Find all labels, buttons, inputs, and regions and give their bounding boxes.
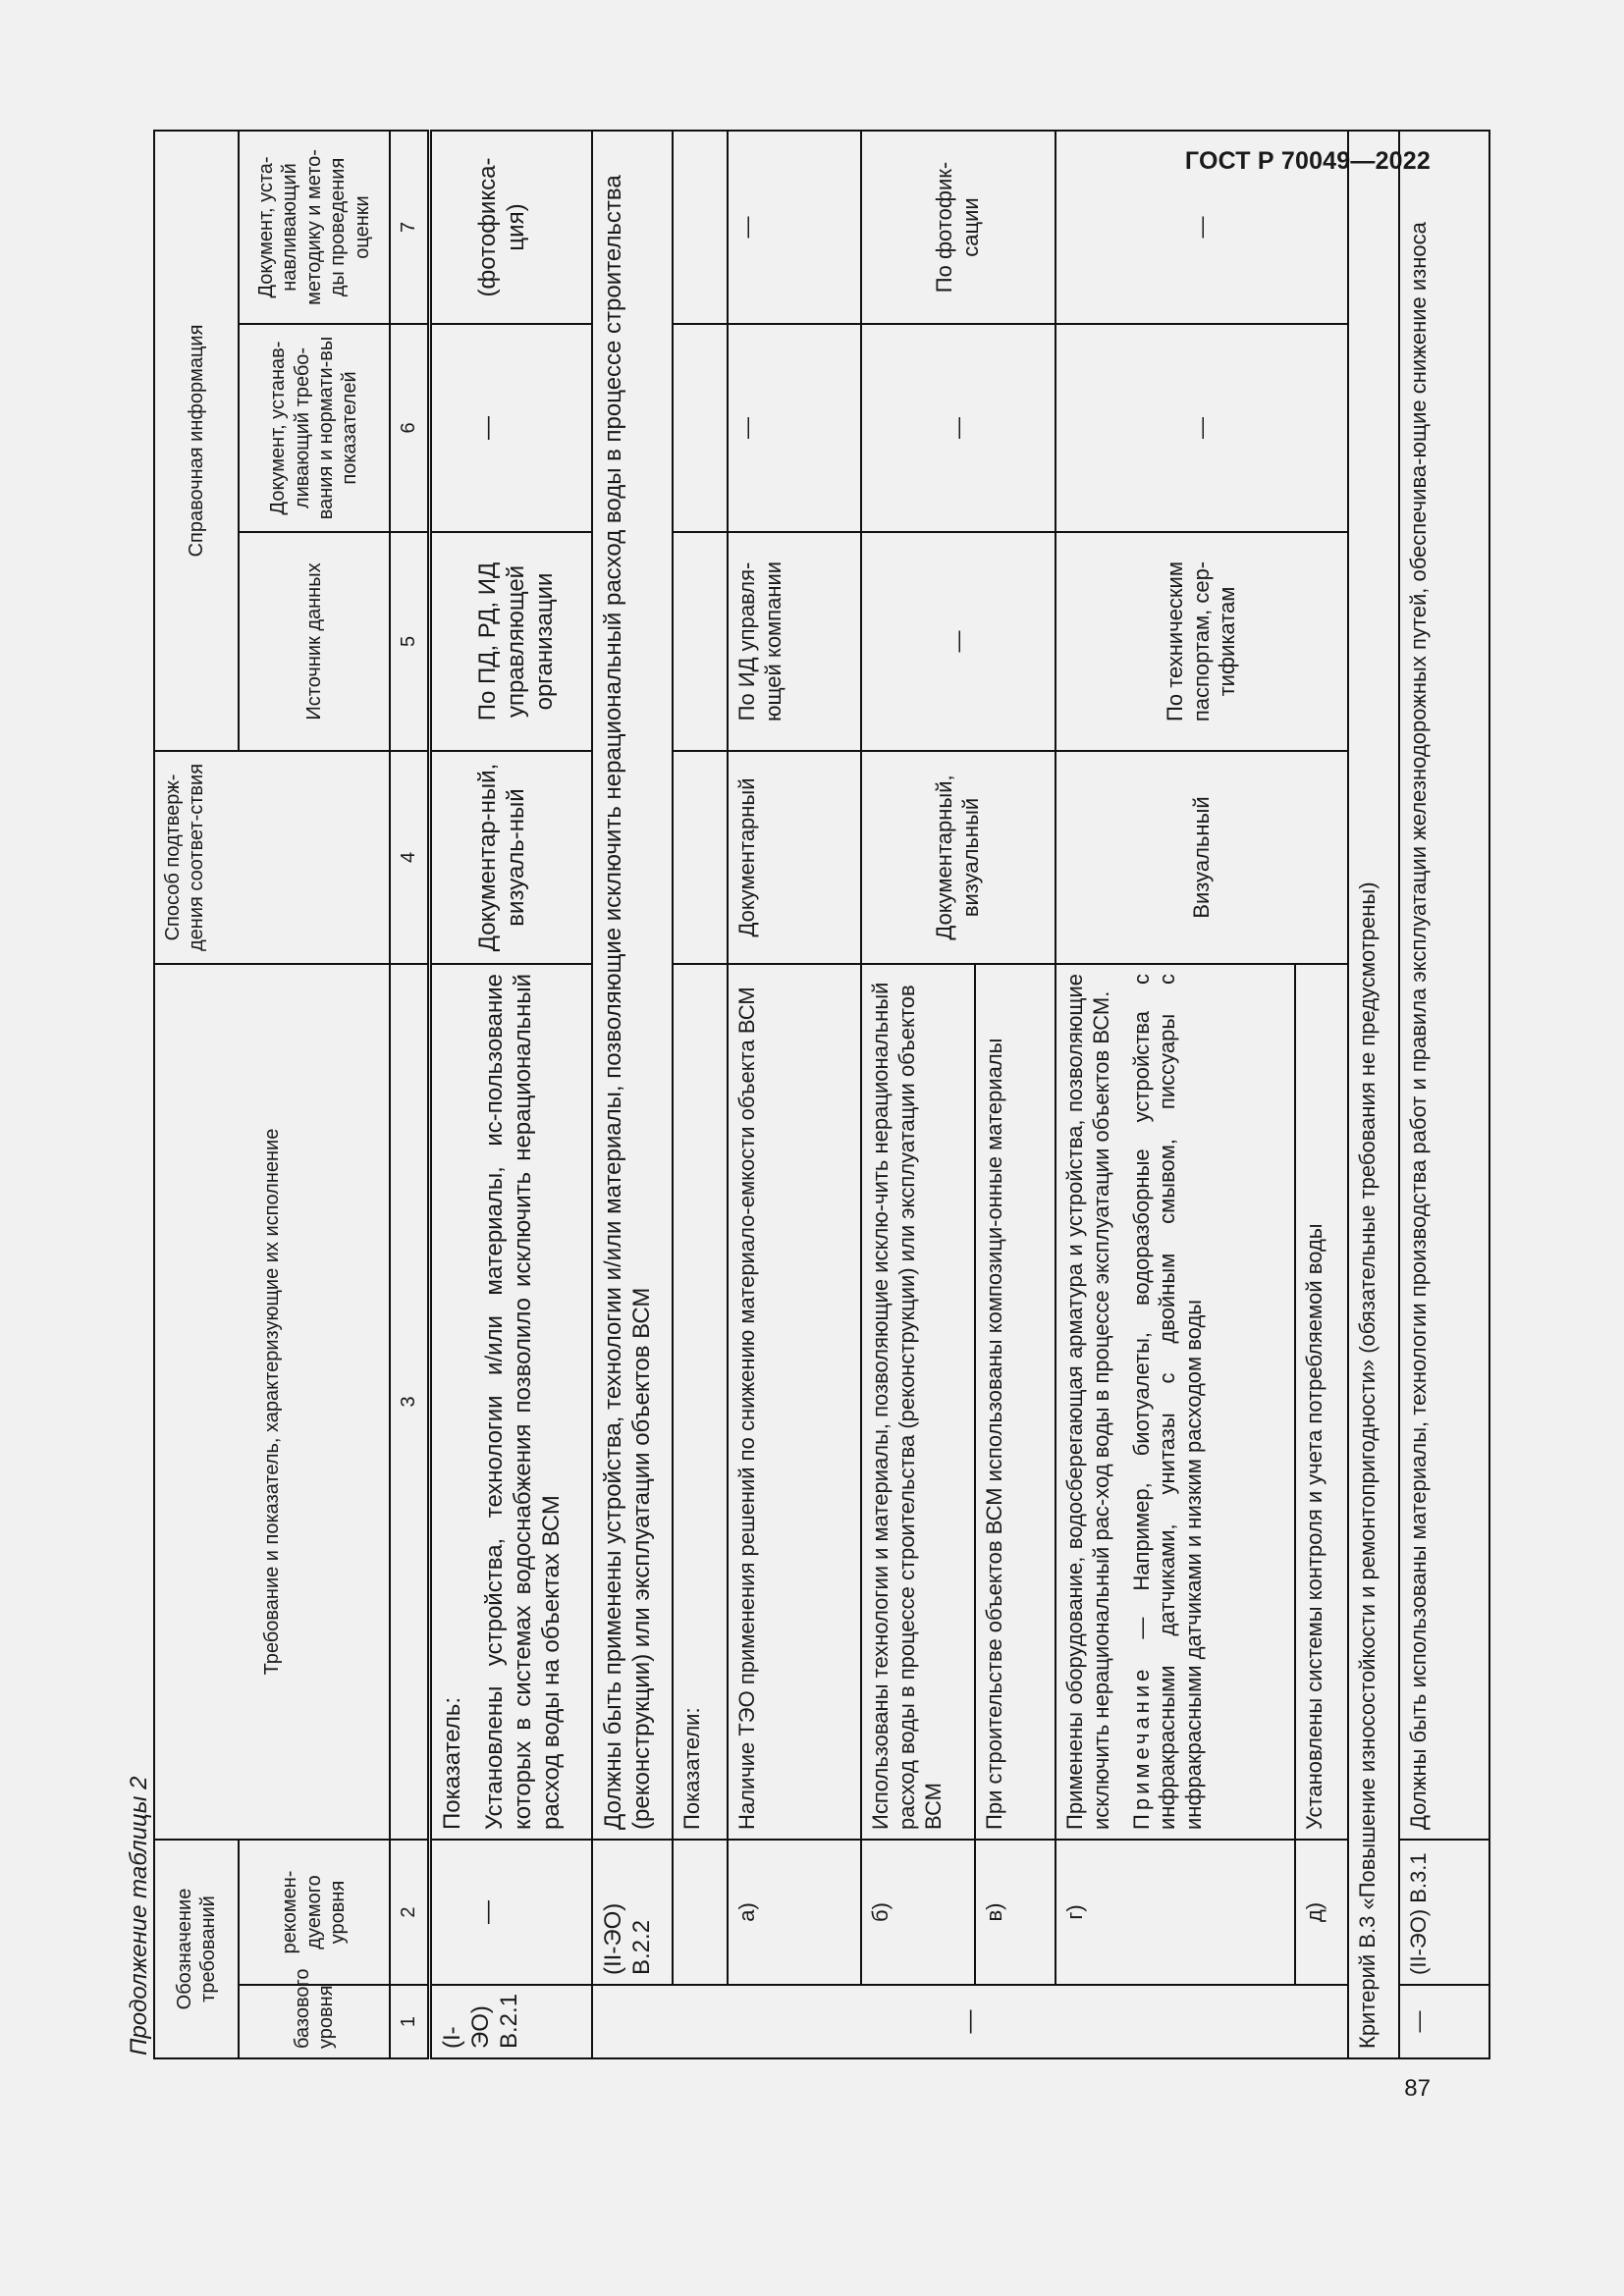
column-number-row [390,131,429,2058]
row-v-letter: в) [975,1840,1056,1985]
header-designation: Обозначение требований [154,1840,239,2058]
b31-base-level: — [1399,1985,1489,2058]
header-doc-requirements: Документ, устанав-ливающий требо-вания и нормати-вы показателей [239,324,390,532]
b22-indicators-label: Показатели: [673,964,728,1840]
row-g-note-text: — Например, биотуалеты, водоразборные устройства с инфракрасными датчиками, унитазы с двойным смывом, писсуары с инфракрасными датчиками и низким расходом воды [1128,973,1207,1830]
b21-label: Показатель: [438,1697,465,1830]
b22-empty-cell [673,131,728,324]
header-method: Способ подтверж-дения соответ-ствия [154,751,390,964]
b22-base-level: — [592,1985,1348,2058]
row-a-doc-requirements: — [728,324,861,532]
criterion-b3: Критерий В.3 «Повышение износостойкости и ремонтопригодности» (обязательные требования не предусмотрены) [1348,131,1399,2058]
header-requirement: Требование и показатель, характеризующие их исполнение [154,964,390,1840]
column-number: 4 [390,751,429,964]
row-d-letter: д) [1295,1840,1348,1985]
column-number: 1 [390,1985,429,2058]
row-g-letter: г) [1056,1840,1295,1985]
header-doc-method: Документ, уста-навливающий методику и мето-ды проведения оценки [239,131,390,324]
row-g-note [1129,974,1208,1830]
row-b-source: — [861,532,1056,751]
b21-requirement [429,964,592,1840]
row-b-doc-method: По фотофик-сации [861,131,1056,324]
row-a-text: Наличие ТЭО применения решений по снижению материало-емкости объекта ВСМ [728,964,861,1840]
row-d-text: Установлены системы контроля и учета потребляемой воды [1295,964,1348,1840]
table-row-g [1056,131,1295,2058]
row-b-doc-requirements: — [861,324,1056,532]
row-g-text: Применены оборудование, водосберегающая арматура и устройства, позволяющие исключить нерациональный рас-ход воды в процессе эксплуатации объектов ВСМ. [1062,973,1113,1830]
row-b-letter: б) [861,1840,975,1985]
row-g-doc-method: — [1056,131,1348,324]
table-caption: Продолжение таблицы 2 [126,1776,152,2056]
row-b-text: Использованы технологии и материалы, позволяющие исклю-чить нерациональный расход воды в процессе строительства (реконструкции) или эксплуатации объектов ВСМ [861,964,975,1840]
b31-recommended-level: (II-ЭО) В.3.1 [1399,1840,1489,1985]
column-number: 5 [390,532,429,751]
table-row-a [728,131,861,2058]
table-row-b31 [1399,131,1489,2058]
header-recommended-level: рекомен-дуемого уровня [239,1840,390,1985]
b21-text: Установлены устройства, технологии и/или материалы, ис-пользование которых в системах водоснабжения позволило исключить нерациональный расход воды на объектах ВСМ [480,973,566,1830]
standard-designation: ГОСТ Р 70049—2022 [1184,147,1431,175]
row-a-doc-method: — [728,131,861,324]
b31-requirement: Должны быть использованы материалы, технологии производства работ и правила эксплуатации железнодорожных путей, обеспечива-ющие снижение износа [1399,131,1489,1840]
row-b-method: Документарный, визуальный [861,751,1056,964]
column-number: 6 [390,324,429,532]
b22-recommended-level: (II-ЭО) В.2.2 [592,1840,673,1985]
b21-doc-method: (фотофикса-ция) [429,131,592,324]
row-g-doc-requirements: — [1056,324,1348,532]
b22-empty-cell [673,1840,728,1985]
header-reference: Справочная информация [154,131,239,751]
b22-indicators-row [673,131,728,2058]
row-g-method: Визуальный [1056,751,1348,964]
b21-source: По ПД, РД, ИД управляющей организации [429,532,592,751]
b21-recommended-level: — [429,1840,592,1985]
table-row-b [861,131,975,2058]
criterion-b3-row [1348,131,1399,2058]
row-g-requirement [1056,964,1295,1840]
page-number: 87 [1404,2075,1431,2102]
header-source: Источник данных [239,532,390,751]
column-number: 3 [390,964,429,1840]
b21-method: Документар-ный, визуаль-ный [429,751,592,964]
row-g-note-label: Примечание [1128,1665,1154,1830]
column-number: 7 [390,131,429,324]
b22-empty-cell [673,532,728,751]
row-a-source: По ИД управля-ющей компании [728,532,861,751]
table-row-b21 [429,131,592,2058]
header-row-1 [154,131,239,2058]
row-a-method: Документарный [728,751,861,964]
table-row-b22 [592,131,673,2058]
b22-empty-cell [673,751,728,964]
column-number: 2 [390,1840,429,1985]
b21-base-level: (I-ЭО) В.2.1 [429,1985,592,2058]
row-g-source: По техническим паспортам, сер-тификатам [1056,532,1348,751]
b22-requirement: Должны быть применены устройства, технологии и/или материалы, позволяющие исключить нерациональный расход воды в процессе строительства (реконструкции) или эксплуатации объектов ВСМ [592,131,673,1840]
requirements-table [153,130,1490,2059]
header-base-level: базового уровня [239,1985,390,2058]
b22-empty-cell [673,324,728,532]
b21-doc-requirements: — [429,324,592,532]
row-a-letter: а) [728,1840,861,1985]
row-v-text: При строительстве объектов ВСМ использованы композици-онные материалы [975,964,1056,1840]
